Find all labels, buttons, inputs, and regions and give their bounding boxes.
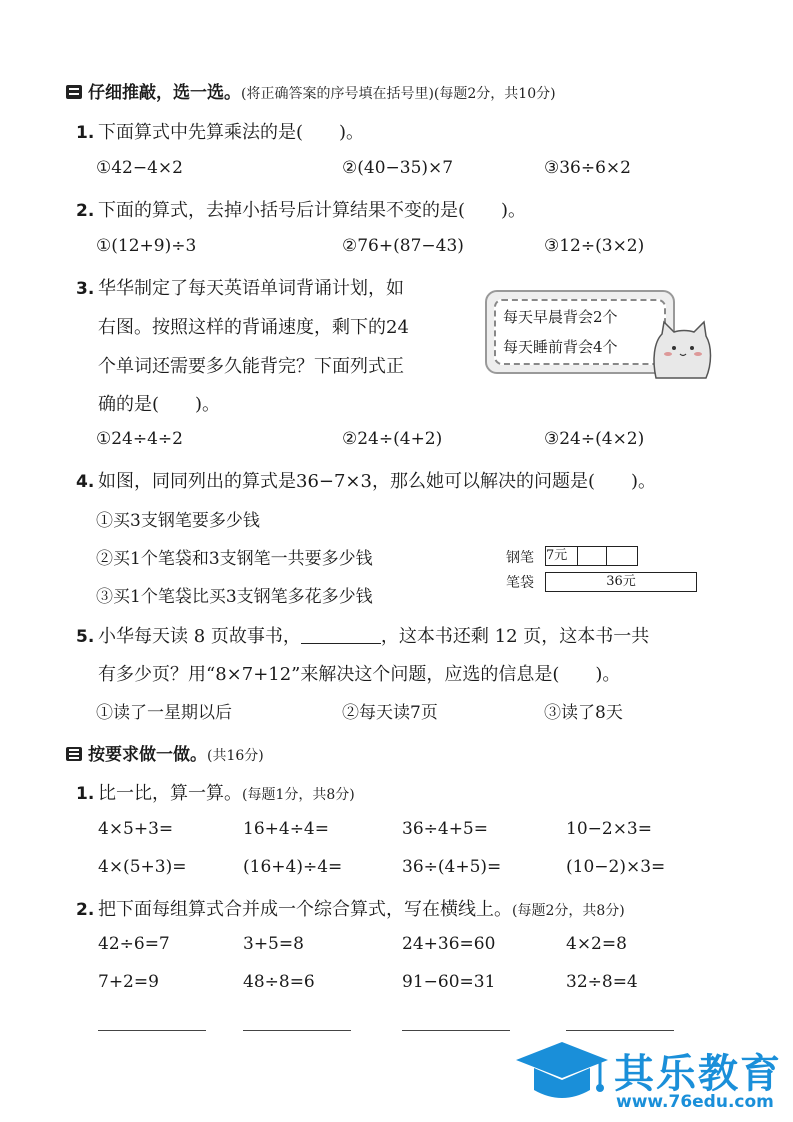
watermark-url: www.76edu.com — [616, 1092, 774, 1112]
option[interactable]: ③买1个笔袋比买3支钢笔多花多少钱 — [96, 587, 373, 607]
expression: 36÷(4+5)= — [402, 857, 502, 877]
option[interactable]: ③36÷6×2 — [544, 158, 631, 178]
question-number: 5. — [76, 627, 95, 647]
expression: 32÷8=4 — [566, 972, 638, 992]
expression: 4×2=8 — [566, 934, 627, 954]
option[interactable]: ③读了8天 — [544, 703, 623, 723]
question-text: 把下面每组算式合并成一个综合算式，写在横线上。 — [98, 899, 512, 920]
section-number-icon — [66, 747, 82, 761]
question-number: 3. — [76, 279, 95, 299]
expression: 36÷4+5= — [402, 819, 488, 839]
question-text: 下面算式中先算乘法的是( )。 — [98, 122, 365, 143]
expression: 7+2=9 — [98, 972, 159, 992]
s2-question-1 — [76, 779, 355, 805]
expression: 42÷6=7 — [98, 934, 170, 954]
expression: 3+5=8 — [243, 934, 304, 954]
bubble-line: 每天早晨背会2个 — [503, 308, 618, 326]
question-text: 确的是( )。 — [98, 394, 221, 415]
answer-blank[interactable] — [301, 627, 381, 644]
question-text: 比一比，算一算。 — [98, 783, 242, 804]
option[interactable]: ②24÷(4+2) — [342, 429, 443, 449]
expression: (16+4)÷4= — [243, 857, 343, 877]
expression: 4×(5+3)= — [98, 857, 187, 877]
expression: 24+36=60 — [402, 934, 496, 954]
answer-line[interactable] — [243, 1030, 351, 1031]
section-1-title: 仔细推敲，选一选。 — [88, 83, 241, 103]
section-number-icon — [66, 85, 82, 99]
answer-line[interactable] — [566, 1030, 674, 1031]
option[interactable]: ②76+(87−43) — [342, 236, 464, 256]
expression: 91−60=31 — [402, 972, 496, 992]
option[interactable]: ①42−4×2 — [96, 158, 183, 178]
section-2-title: 按要求做一做。 — [88, 745, 207, 765]
question-text: 如图，同同列出的算式是36−7×3，那么她可以解决的问题是( )。 — [98, 471, 657, 492]
option[interactable]: ①(12+9)÷3 — [96, 236, 197, 256]
pen-label: 钢笔 — [506, 550, 534, 566]
option[interactable]: ②买1个笔袋和3支钢笔一共要多少钱 — [96, 549, 373, 569]
bag-price-cell: 36元 — [545, 572, 697, 592]
expression: 48÷8=6 — [243, 972, 315, 992]
expression: (10−2)×3= — [566, 857, 666, 877]
option[interactable]: ②每天读7页 — [342, 703, 438, 723]
question-text: 有多少页？用“8×7+12”来解决这个问题，应选的信息是( )。 — [98, 664, 621, 685]
question-number: 1. — [76, 784, 95, 804]
question-3 — [76, 274, 404, 300]
pen-cell — [576, 546, 607, 566]
question-text: 右图。按照这样的背诵速度，剩下的24 — [98, 317, 409, 338]
study-plan-bubble — [485, 290, 675, 374]
option[interactable]: ①买3支钢笔要多少钱 — [96, 511, 260, 531]
question-text: 个单词还需要多久能背完？下面列式正 — [98, 356, 404, 377]
option[interactable]: ③24÷(4×2) — [544, 429, 645, 449]
section-1-heading — [66, 78, 556, 103]
question-note: (每题1分，共8分) — [242, 787, 355, 803]
question-number: 2. — [76, 900, 95, 920]
bubble-line: 每天睡前背会4个 — [503, 338, 618, 356]
question-text: ，这本书还剩 12 页，这本书一共 — [380, 626, 650, 647]
section-1-note: (将正确答案的序号填在括号里)(每题2分，共10分) — [241, 86, 556, 102]
expression: 4×5+3= — [98, 819, 174, 839]
pen-cell — [606, 546, 638, 566]
bag-label: 笔袋 — [506, 575, 534, 591]
answer-line[interactable] — [98, 1030, 206, 1031]
s2-question-2 — [76, 895, 625, 921]
expression: 16+4÷4= — [243, 819, 329, 839]
question-text: 下面的算式，去掉小括号后计算结果不变的是( )。 — [98, 200, 527, 221]
question-text: 华华制定了每天英语单词背诵计划，如 — [98, 278, 404, 299]
option[interactable]: ①读了一星期以后 — [96, 703, 232, 723]
question-number: 4. — [76, 472, 95, 492]
question-2 — [76, 196, 526, 222]
answer-line[interactable] — [402, 1030, 510, 1031]
question-number: 2. — [76, 201, 95, 221]
graduation-cap-icon — [512, 1038, 612, 1112]
expression: 10−2×3= — [566, 819, 652, 839]
cat-icon — [648, 320, 718, 382]
option[interactable]: ③12÷(3×2) — [544, 236, 645, 256]
question-text: 小华每天读 8 页故事书， — [98, 626, 301, 647]
section-2-note: (共16分) — [207, 748, 264, 764]
question-1 — [76, 118, 364, 144]
watermark-brand: 其乐教育 — [614, 1051, 782, 1097]
question-number: 1. — [76, 123, 95, 143]
question-4 — [76, 467, 656, 493]
question-note: (每题2分，共8分) — [512, 903, 625, 919]
pen-price-cell: 7元 — [545, 546, 578, 566]
option[interactable]: ①24÷4÷2 — [96, 429, 183, 449]
question-5 — [76, 622, 649, 648]
option[interactable]: ②(40−35)×7 — [342, 158, 454, 178]
section-2-heading — [66, 740, 264, 765]
